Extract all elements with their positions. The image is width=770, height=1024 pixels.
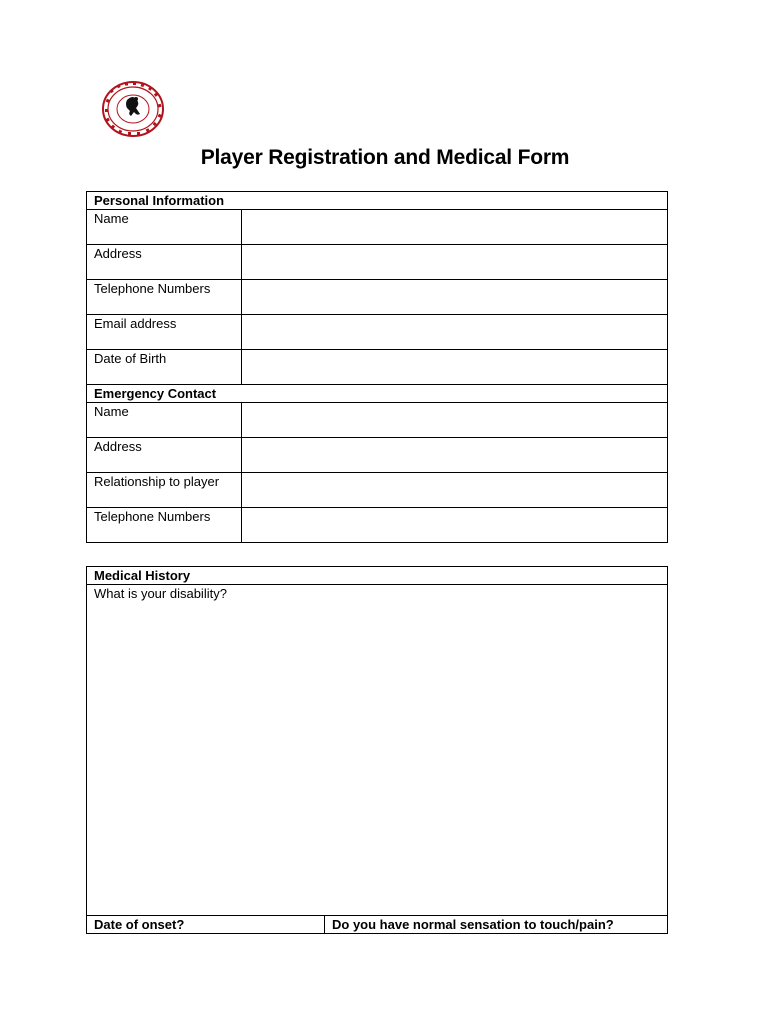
emergency-contact-heading: Emergency Contact bbox=[87, 385, 668, 403]
personal-emergency-table bbox=[86, 191, 668, 543]
personal-dob-field[interactable] bbox=[242, 350, 668, 385]
medical-history-table bbox=[86, 566, 668, 934]
page-title: Player Registration and Medical Form bbox=[200, 146, 570, 169]
personal-name-field[interactable] bbox=[242, 210, 668, 245]
club-logo bbox=[101, 80, 165, 138]
emergency-relationship-field[interactable] bbox=[242, 473, 668, 508]
personal-address-field[interactable] bbox=[242, 245, 668, 280]
personal-email-label: Email address bbox=[87, 315, 242, 350]
sensation-question-label: Do you have normal sensation to touch/pain? bbox=[325, 916, 668, 934]
personal-email-field[interactable] bbox=[242, 315, 668, 350]
personal-telephone-label: Telephone Numbers bbox=[87, 280, 242, 315]
emergency-telephone-field[interactable] bbox=[242, 508, 668, 543]
emergency-address-label: Address bbox=[87, 438, 242, 473]
date-of-onset-label: Date of onset? bbox=[87, 916, 325, 934]
emergency-relationship-label: Relationship to player bbox=[87, 473, 242, 508]
emergency-telephone-label: Telephone Numbers bbox=[87, 508, 242, 543]
personal-address-label: Address bbox=[87, 245, 242, 280]
personal-info-heading: Personal Information bbox=[87, 192, 668, 210]
disability-question: What is your disability? bbox=[94, 586, 227, 601]
personal-dob-label: Date of Birth bbox=[87, 350, 242, 385]
disability-field[interactable] bbox=[87, 585, 668, 916]
personal-telephone-field[interactable] bbox=[242, 280, 668, 315]
personal-name-label: Name bbox=[87, 210, 242, 245]
emergency-name-label: Name bbox=[87, 403, 242, 438]
emergency-address-field[interactable] bbox=[242, 438, 668, 473]
medical-history-heading: Medical History bbox=[87, 567, 668, 585]
emergency-name-field[interactable] bbox=[242, 403, 668, 438]
